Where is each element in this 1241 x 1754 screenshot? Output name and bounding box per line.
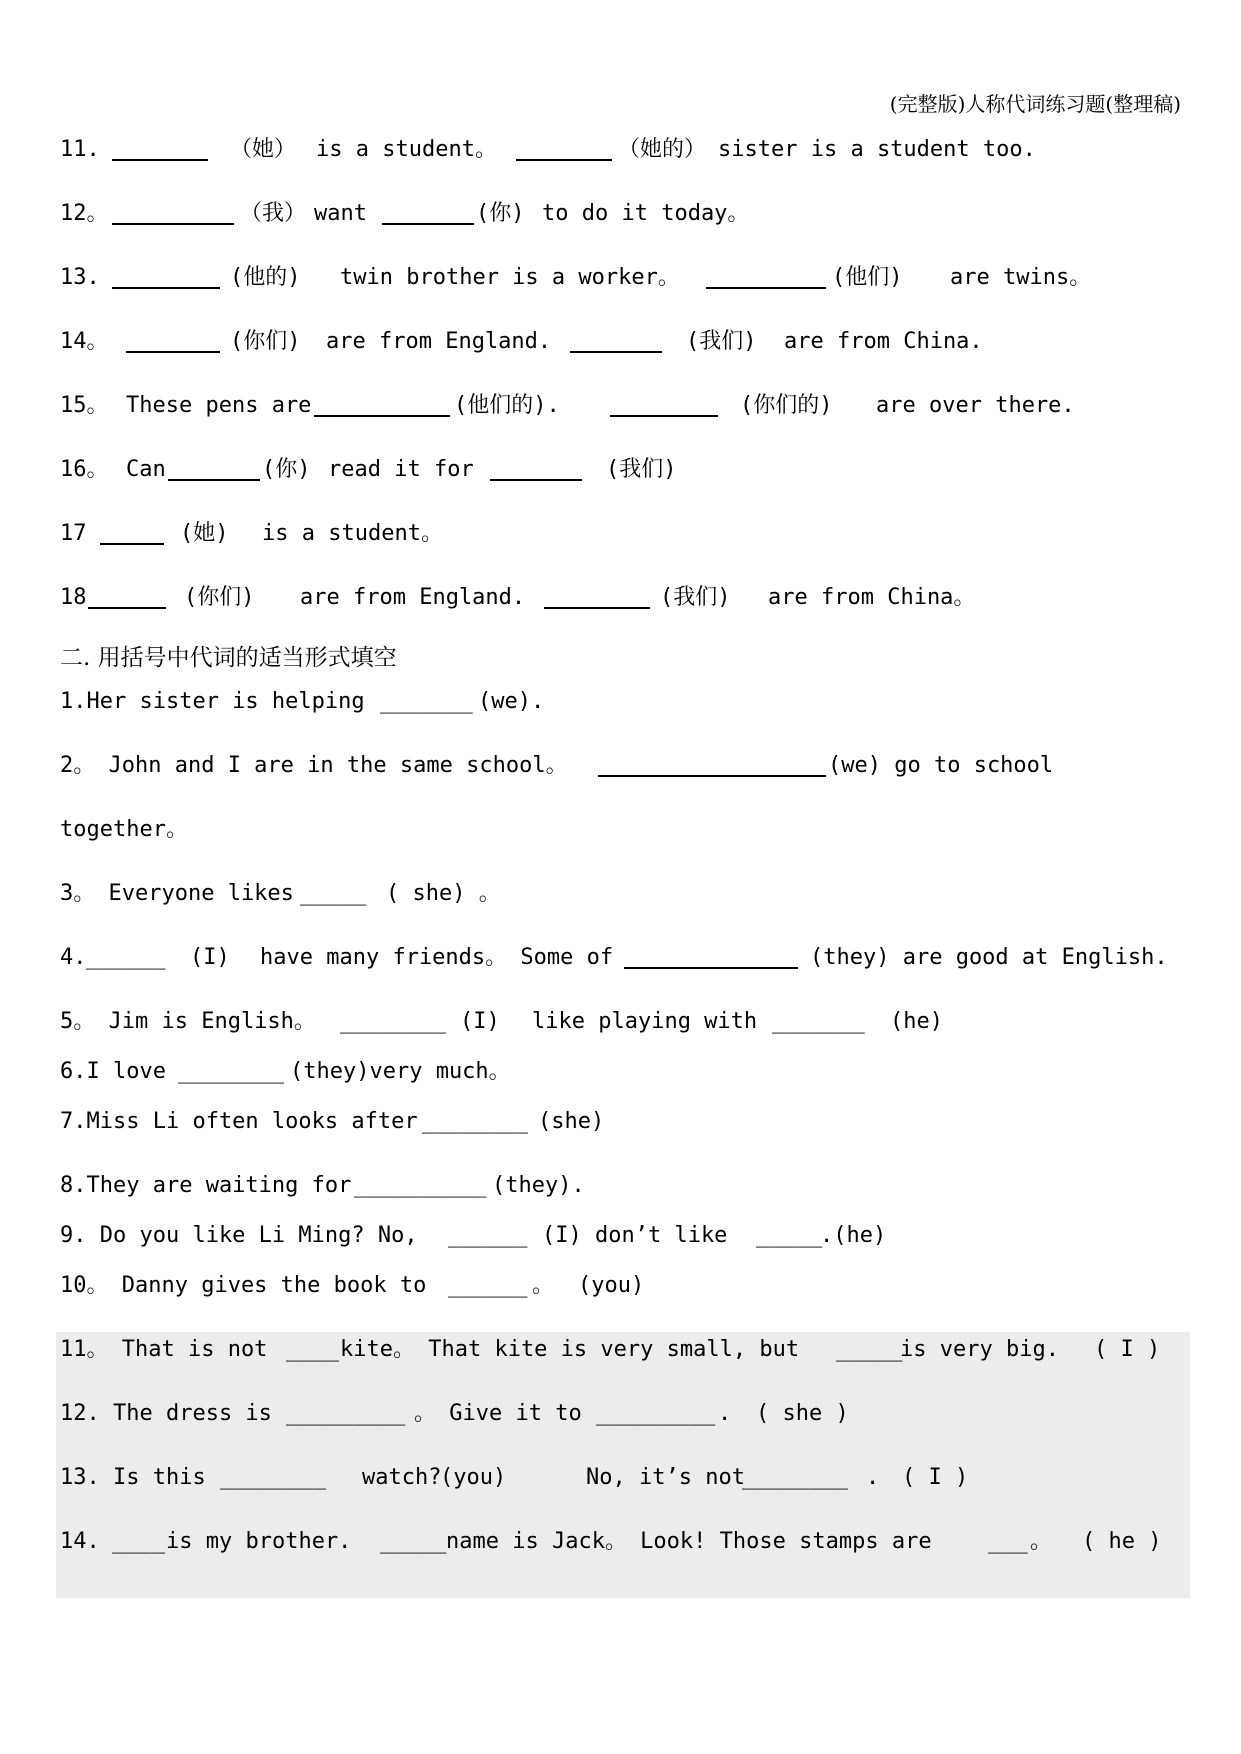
item-text: 4. bbox=[60, 945, 87, 970]
answer-blank-line[interactable] bbox=[490, 479, 582, 481]
item-text: ( he ) bbox=[1082, 1529, 1162, 1554]
part2-item-11 bbox=[0, 1266, 1241, 1306]
item-text: 11. bbox=[60, 137, 100, 162]
item-text: 10。 Danny gives the book to bbox=[60, 1273, 427, 1298]
answer-blank[interactable]: _________ bbox=[286, 1401, 406, 1426]
item-text: 12。 bbox=[60, 201, 109, 226]
item-text: want bbox=[314, 201, 367, 226]
answer-blank-line[interactable] bbox=[112, 159, 208, 161]
answer-blank-line[interactable] bbox=[570, 351, 662, 353]
section-2-title: 二. 用括号中代词的适当形式填空 bbox=[60, 645, 397, 671]
item-text: are from England. bbox=[300, 585, 526, 610]
answer-blank-line[interactable] bbox=[112, 223, 234, 225]
item-text: 13. bbox=[60, 265, 100, 290]
item-text: (we) go to school bbox=[828, 753, 1054, 778]
answer-blank[interactable]: ____ bbox=[112, 1529, 165, 1554]
item-text: These pens are bbox=[126, 393, 312, 418]
answer-blank-line[interactable] bbox=[126, 351, 220, 353]
part2-item-8 bbox=[0, 1102, 1241, 1142]
part2-item-4 bbox=[0, 874, 1241, 914]
item-text: (he) bbox=[890, 1009, 943, 1034]
item-text: (我们) bbox=[606, 457, 677, 482]
answer-blank-line[interactable] bbox=[598, 775, 826, 777]
part2-item-6 bbox=[0, 1002, 1241, 1042]
answer-blank[interactable]: _____ bbox=[300, 881, 367, 906]
answer-blank[interactable]: _________ bbox=[596, 1401, 716, 1426]
part2-item-12 bbox=[0, 1330, 1241, 1370]
item-text: name is Jack。 Look! Those stamps are bbox=[446, 1529, 932, 1554]
item-text: are from China。 bbox=[768, 585, 976, 610]
item-text: ( she) 。 bbox=[386, 881, 501, 906]
part1-item-5 bbox=[0, 386, 1241, 426]
part1-item-2 bbox=[0, 194, 1241, 234]
answer-blank-line[interactable] bbox=[624, 967, 798, 969]
item-text: have many friends。 Some of bbox=[260, 945, 614, 970]
part1-item-4 bbox=[0, 322, 1241, 362]
answer-blank-line[interactable] bbox=[610, 415, 718, 417]
answer-blank[interactable]: ______ bbox=[448, 1273, 528, 1298]
item-text: (她) bbox=[180, 521, 229, 546]
item-text: (you) bbox=[578, 1273, 645, 1298]
item-text: 6.I love bbox=[60, 1059, 166, 1084]
part1-item-1 bbox=[0, 130, 1241, 170]
item-text: 7.Miss Li often looks after bbox=[60, 1109, 418, 1134]
answer-blank[interactable]: ___ bbox=[988, 1529, 1028, 1554]
item-text: ( I ) bbox=[902, 1465, 969, 1490]
item-text: (你) bbox=[476, 201, 525, 226]
part1-item-3 bbox=[0, 258, 1241, 298]
item-text: . bbox=[718, 1401, 732, 1426]
item-text: 。 bbox=[532, 1273, 555, 1298]
item-text: No, it’s not bbox=[586, 1465, 745, 1490]
item-text: sister is a student too. bbox=[718, 137, 1036, 162]
item-text: . bbox=[866, 1465, 880, 1490]
document-header: (完整版)人称代词练习题(整理稿) bbox=[889, 92, 1181, 116]
item-text: 。 bbox=[1030, 1529, 1053, 1554]
item-text: 8.They are waiting for bbox=[60, 1173, 352, 1198]
part2-item-2 bbox=[0, 746, 1241, 786]
part2-item-15 bbox=[0, 1522, 1241, 1562]
part2-item-1 bbox=[0, 682, 1241, 722]
answer-blank-line[interactable] bbox=[706, 287, 826, 289]
part2-item-13 bbox=[0, 1394, 1241, 1434]
item-text: (they). bbox=[492, 1173, 585, 1198]
item-text: like playing with bbox=[532, 1009, 758, 1034]
answer-blank[interactable]: _____ bbox=[836, 1337, 903, 1362]
item-text: 2。 John and I are in the same school。 bbox=[60, 753, 568, 778]
item-text: (你们) bbox=[184, 585, 255, 610]
item-text: 12. The dress is bbox=[60, 1401, 272, 1426]
item-text: (they) are good at English. bbox=[810, 945, 1168, 970]
item-text: is my brother. bbox=[166, 1529, 352, 1554]
answer-blank-line[interactable] bbox=[112, 287, 220, 289]
item-text: together。 bbox=[60, 817, 188, 842]
item-text: 17 bbox=[60, 521, 87, 546]
item-text: 5。 Jim is English。 bbox=[60, 1009, 316, 1034]
item-text: (we). bbox=[478, 689, 545, 714]
part2-item-3 bbox=[0, 810, 1241, 850]
answer-blank-line[interactable] bbox=[544, 607, 650, 609]
answer-blank-line[interactable] bbox=[88, 607, 166, 609]
item-text: 1.Her sister is helping bbox=[60, 689, 365, 714]
item-text: ( she ) bbox=[756, 1401, 849, 1426]
answer-blank[interactable]: _______ bbox=[772, 1009, 865, 1034]
part2-item-14 bbox=[0, 1458, 1241, 1498]
answer-blank[interactable]: ________ bbox=[742, 1465, 848, 1490]
item-text: (他们的). bbox=[454, 393, 560, 418]
answer-blank[interactable]: ______ bbox=[448, 1223, 528, 1248]
item-text: 14。 bbox=[60, 329, 109, 354]
item-text: are from England. bbox=[326, 329, 552, 354]
item-text: kite。 That kite is very small, but bbox=[340, 1337, 800, 1362]
item-text: 15。 bbox=[60, 393, 109, 418]
part1-item-6 bbox=[0, 450, 1241, 490]
answer-blank[interactable]: ______ bbox=[86, 945, 166, 970]
item-text: to do it today。 bbox=[542, 201, 750, 226]
item-text: （我） bbox=[240, 201, 307, 226]
item-text: （她的） bbox=[618, 137, 707, 162]
item-text: (I) don’t like bbox=[542, 1223, 728, 1248]
part1-item-8 bbox=[0, 578, 1241, 618]
item-text: 11。 That is not bbox=[60, 1337, 268, 1362]
answer-blank[interactable]: __________ bbox=[354, 1173, 487, 1198]
answer-blank-line[interactable] bbox=[314, 415, 450, 417]
item-text: are twins。 bbox=[950, 265, 1092, 290]
item-text: (I) bbox=[190, 945, 230, 970]
item-text: (你们的) bbox=[740, 393, 833, 418]
answer-blank-line[interactable] bbox=[516, 159, 612, 161]
answer-blank[interactable]: ________ bbox=[422, 1109, 528, 1134]
item-text: 9. Do you like Li Ming? No, bbox=[60, 1223, 418, 1248]
item-text: Can bbox=[126, 457, 166, 482]
item-text: 18 bbox=[60, 585, 87, 610]
item-text: (他的) bbox=[230, 265, 301, 290]
item-text: 13. Is this bbox=[60, 1465, 206, 1490]
item-text: （她） bbox=[230, 137, 297, 162]
answer-blank[interactable]: _______ bbox=[380, 689, 473, 714]
item-text: ( I ) bbox=[1094, 1337, 1161, 1362]
item-text: 3。 Everyone likes bbox=[60, 881, 294, 906]
answer-blank[interactable]: _____ bbox=[756, 1223, 823, 1248]
answer-blank[interactable]: _____ bbox=[380, 1529, 447, 1554]
answer-blank-line[interactable] bbox=[100, 543, 164, 545]
part2-item-10 bbox=[0, 1216, 1241, 1256]
answer-blank[interactable]: ________ bbox=[220, 1465, 326, 1490]
item-text: (they)very much。 bbox=[290, 1059, 511, 1084]
item-text: (you) bbox=[440, 1465, 507, 1490]
part2-item-9 bbox=[0, 1166, 1241, 1206]
answer-blank-line[interactable] bbox=[168, 479, 260, 481]
item-text: are over there. bbox=[876, 393, 1075, 418]
item-text: (我们) bbox=[660, 585, 731, 610]
answer-blank-line[interactable] bbox=[382, 223, 474, 225]
part2-item-5 bbox=[0, 938, 1241, 978]
item-text: .(he) bbox=[820, 1223, 887, 1248]
item-text: (他们) bbox=[832, 265, 903, 290]
answer-blank[interactable]: ____ bbox=[286, 1337, 339, 1362]
item-text: is a student。 bbox=[316, 137, 497, 162]
item-text: (你) bbox=[262, 457, 311, 482]
item-text: 。 Give it to bbox=[414, 1401, 582, 1426]
item-text: 14. bbox=[60, 1529, 100, 1554]
item-text: are from China. bbox=[784, 329, 983, 354]
item-text: 16。 bbox=[60, 457, 109, 482]
answer-blank[interactable]: ________ bbox=[340, 1009, 446, 1034]
item-text: (I) bbox=[460, 1009, 500, 1034]
answer-blank[interactable]: ________ bbox=[178, 1059, 284, 1084]
item-text: watch? bbox=[362, 1465, 442, 1490]
item-text: read it for bbox=[328, 457, 474, 482]
item-text: twin brother is a worker。 bbox=[340, 265, 680, 290]
item-text: (我们) bbox=[686, 329, 757, 354]
item-text: is very big. bbox=[900, 1337, 1059, 1362]
item-text: is a student。 bbox=[262, 521, 443, 546]
item-text: (she) bbox=[538, 1109, 605, 1134]
item-text: (你们) bbox=[230, 329, 301, 354]
part1-item-7 bbox=[0, 514, 1241, 554]
part2-item-7 bbox=[0, 1052, 1241, 1092]
